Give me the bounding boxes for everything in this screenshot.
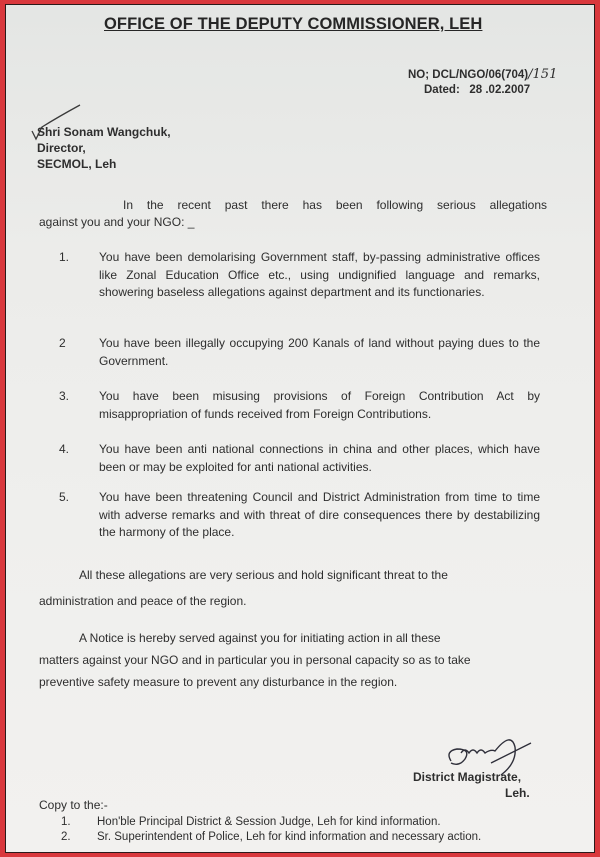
- notice-line-2: matters against your NGO and in particular you in personal capacity so as to take: [39, 653, 471, 667]
- allegation-number: 5.: [59, 490, 70, 504]
- addressee-designation: Director,: [37, 141, 86, 155]
- copy-to-text: Sr. Superintendent of Police, Leh for kind information and necessary action.: [97, 831, 482, 843]
- reference-number: [408, 68, 557, 82]
- copy-to-heading: Copy to the:-: [39, 798, 108, 812]
- allegation-text: You have been illegally occupying 200 Kanals of land without paying dues to the Government.: [99, 336, 540, 368]
- notice-line-3: preventive safety measure to prevent any disturbance in the region.: [39, 675, 398, 689]
- closing-line-1: All these allegations are very serious and hold significant threat to the: [79, 568, 448, 582]
- copy-to-number: 2.: [61, 831, 71, 843]
- allegation-number: 4.: [59, 442, 70, 456]
- closing-paragraph: [39, 562, 549, 614]
- copy-to-text: Hon'ble Principal District & Session Judge, Leh for kind information.: [97, 816, 441, 828]
- allegation-number: 2: [59, 336, 66, 350]
- letter-page: [6, 5, 594, 852]
- letter-heading: OFFICE OF THE DEPUTY COMMISSIONER, LEH: [104, 15, 483, 33]
- notice-line-1: A Notice is hereby served against you for initiating action in all these: [79, 631, 441, 645]
- handwritten-reference-suffix: /151: [528, 67, 558, 82]
- dated-label: Dated:: [424, 84, 460, 96]
- reference-number-text: NO; DCL/NGO/06(704): [408, 69, 529, 81]
- notice-paragraph: [39, 627, 549, 693]
- document-frame: [5, 4, 595, 853]
- allegation-number: 3.: [59, 389, 70, 403]
- signatory-title: District Magistrate,: [413, 770, 522, 784]
- date-value: 28 .02.2007: [469, 84, 531, 96]
- addressee-organization: SECMOL, Leh: [37, 157, 117, 171]
- allegation-text: You have been misusing provisions of Foreign Contribution Act by misappropriation of funds received from Foreign Contributions.: [99, 389, 540, 421]
- copy-to-number: 1.: [61, 816, 71, 828]
- intro-line-1: In the recent past there has been following serious allegations: [123, 198, 547, 212]
- intro-line-2: against you and your NGO: _: [39, 215, 195, 229]
- allegation-number: 1.: [59, 250, 70, 264]
- allegation-text: You have been demolarising Government staff, by-passing administrative offices like Zonal Education Office etc., using undignified language and remarks, showering baseless allegations against department and its functionaries.: [99, 250, 540, 299]
- addressee-name: Shri Sonam Wangchuk,: [37, 125, 171, 139]
- letter-date: [424, 84, 530, 96]
- signatory-place: Leh.: [505, 786, 530, 800]
- closing-line-2: administration and peace of the region.: [39, 594, 247, 608]
- intro-paragraph: [39, 197, 547, 231]
- allegation-text: You have been anti national connections in china and other places, which have been or may be exploited for anti national activities.: [99, 442, 540, 474]
- addressee-block: [37, 124, 171, 172]
- allegation-text: You have been threatening Council and District Administration from time to time with adverse remarks and with threat of dire consequences there by destabilizing the harmony of the place.: [99, 490, 540, 539]
